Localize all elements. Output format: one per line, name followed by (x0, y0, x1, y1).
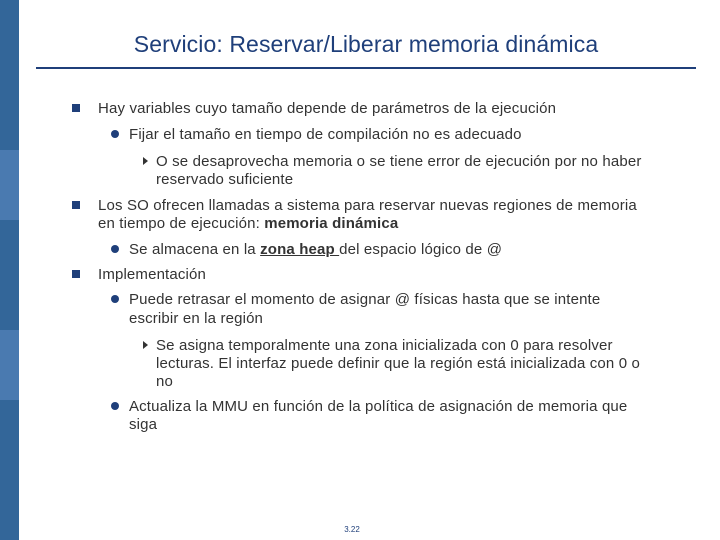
dynamic-memory-term: memoria dinámica (264, 215, 399, 232)
side-bar-segment (0, 150, 19, 220)
bullet-delay-l2: escribir en la región (129, 310, 264, 327)
syscalls-text: en tiempo de ejecución: (98, 215, 265, 232)
heap-text-post: del espacio lógico de @ (339, 241, 503, 258)
bullet-syscalls-l2 (98, 215, 398, 232)
bullet-zero-zone-l1: Se asigna temporalmente una zona inicializada con 0 para resolver (156, 337, 613, 354)
bullet-waste-memory-l1: O se desaprovecha memoria o se tiene error de ejecución por no haber (156, 153, 642, 170)
heap-text-pre: Se almacena en la (129, 241, 261, 258)
bullet-heap (129, 241, 502, 258)
heap-zone-term: zona heap (260, 241, 340, 258)
bullet-zero-zone-l3: no (156, 373, 173, 390)
triangle-bullet-icon (143, 341, 148, 349)
round-bullet-icon (111, 402, 119, 410)
round-bullet-icon (111, 245, 119, 253)
page-number: 3.22 (344, 525, 360, 534)
title-underline (36, 67, 696, 69)
bullet-variables: Hay variables cuyo tamaño depende de parámetros de la ejecución (98, 100, 557, 117)
bullet-delay-l1: Puede retrasar el momento de asignar @ físicas hasta que se intente (129, 291, 601, 308)
triangle-bullet-icon (143, 157, 148, 165)
bullet-zero-zone-l2: lecturas. El interfaz puede definir que la región está inicializada con 0 o (156, 355, 641, 372)
square-bullet-icon (72, 104, 80, 112)
round-bullet-icon (111, 295, 119, 303)
slide-title: Servicio: Reservar/Liberar memoria dinámica (133, 31, 599, 57)
bullet-fixed-size: Fijar el tamaño en tiempo de compilación no es adecuado (129, 126, 522, 143)
bullet-waste-memory-l2: reservado suficiente (156, 171, 294, 188)
square-bullet-icon (72, 201, 80, 209)
bullet-implementation: Implementación (98, 266, 206, 283)
side-bar-segment (0, 330, 19, 400)
bullet-mmu-l1: Actualiza la MMU en función de la política de asignación de memoria que (129, 398, 628, 415)
bullet-syscalls-l1: Los SO ofrecen llamadas a sistema para reservar nuevas regiones de memoria (98, 197, 637, 214)
round-bullet-icon (111, 130, 119, 138)
square-bullet-icon (72, 270, 80, 278)
side-accent-bar (0, 0, 19, 540)
bullet-mmu-l2: siga (129, 416, 158, 433)
